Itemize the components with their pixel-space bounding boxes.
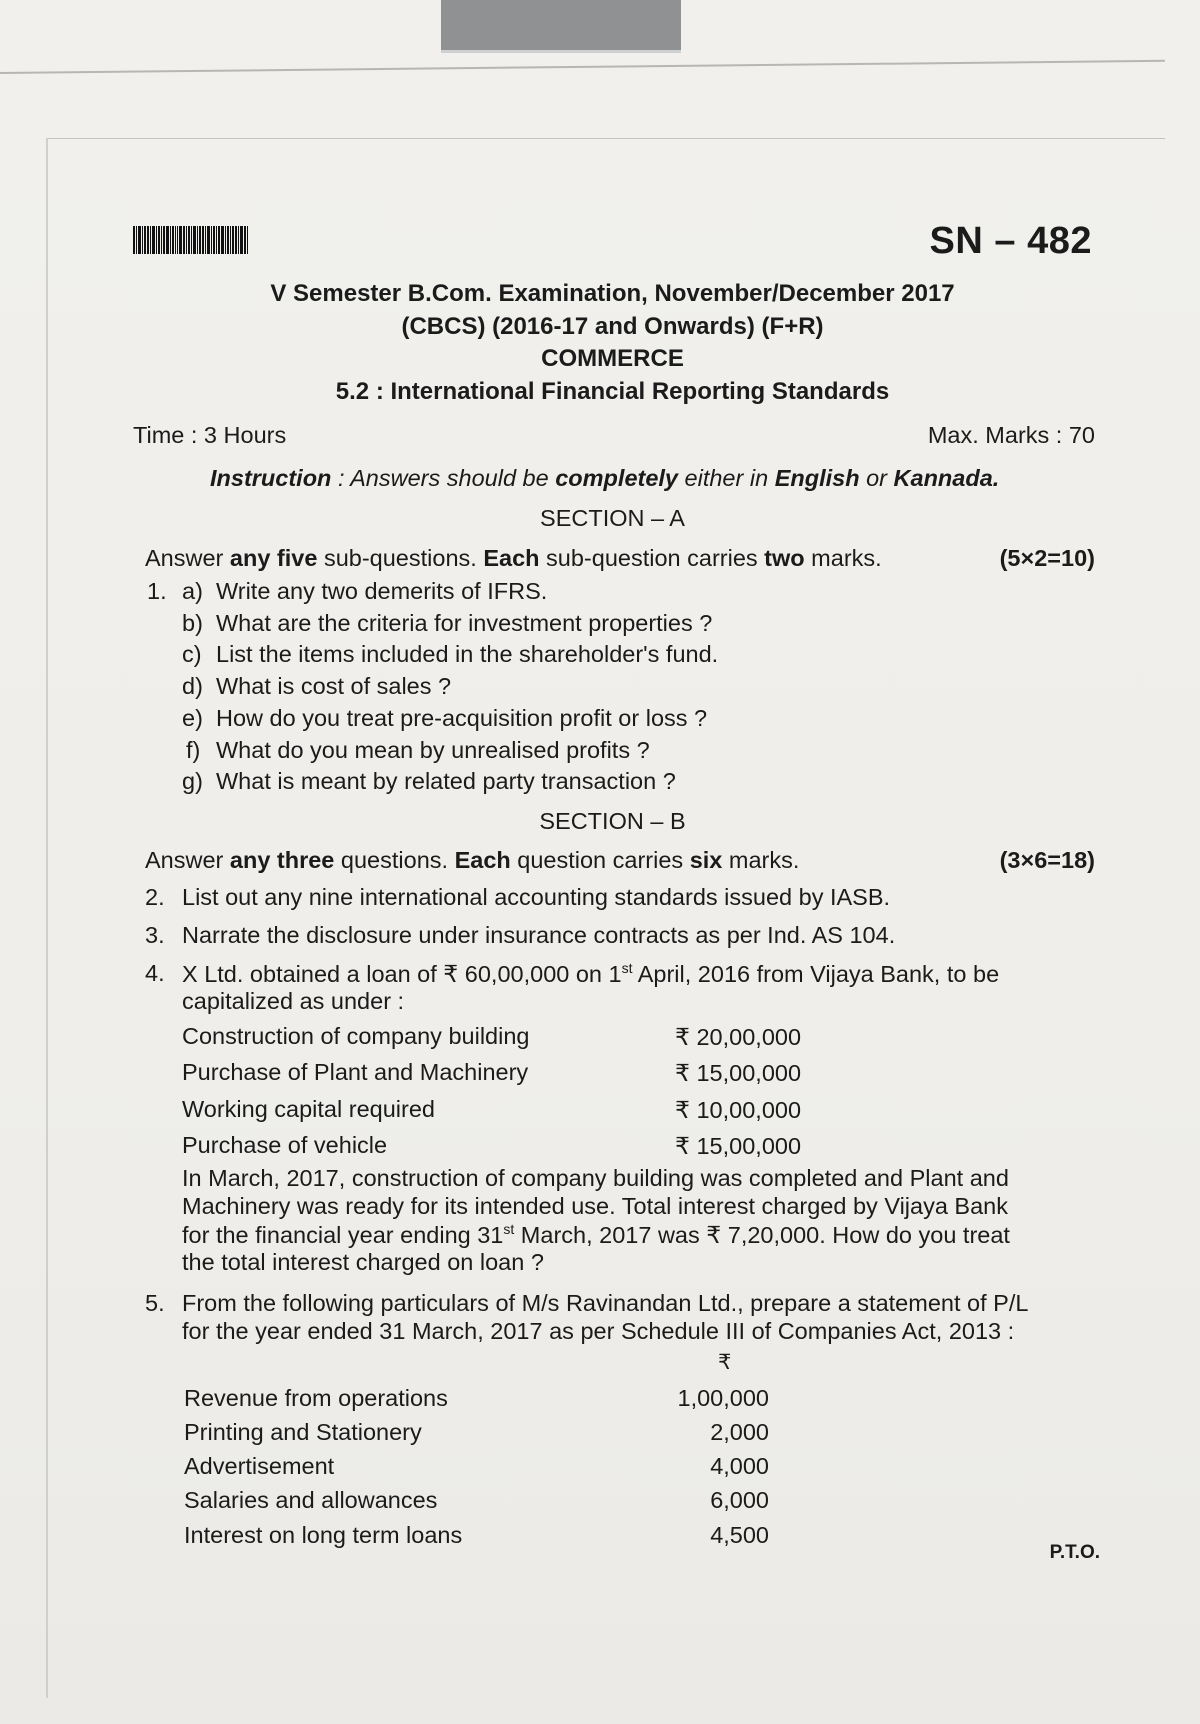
barcode (133, 226, 283, 254)
question-5-line-2: for the year ended 31 March, 2017 as per Schedule III of Companies Act, 2013 : (182, 1318, 1015, 1344)
question-2-number: 2. (145, 884, 165, 910)
q4-para-line-1: In March, 2017, construction of company building was completed and Plant and (182, 1165, 1009, 1191)
tape-strip (441, 0, 681, 53)
q5-row-2-item: Printing and Stationery (184, 1419, 422, 1445)
q4-l1-b: April, 2016 from Vijaya Bank, to be (632, 961, 1000, 987)
q1-a-label: a) (182, 578, 203, 604)
fold-line (0, 60, 1165, 74)
sb-instr-5: question carries (510, 847, 690, 873)
q4-p3-a: for the financial year ending 31 (182, 1222, 504, 1248)
instruction-or: or (859, 465, 894, 491)
instruction-emphasis: completely (555, 465, 679, 491)
question-5-number: 5. (145, 1290, 165, 1316)
instruction-text-2: either in (678, 465, 775, 491)
sa-instr-4: Each (483, 545, 540, 571)
question-1-number: 1. (147, 578, 167, 604)
q4-p3-b: March, 2017 was ₹ 7,20,000. How do you treat (514, 1222, 1010, 1248)
q1-d-text: What is cost of sales ? (216, 673, 452, 699)
sa-instr-2: any five (229, 545, 318, 571)
time-label: Time : 3 Hours (133, 422, 287, 448)
q4-para-line-3 (182, 1221, 1010, 1249)
section-b-instruction (145, 847, 799, 874)
sb-instr-7: marks. (722, 847, 800, 873)
sb-instr-2: any three (229, 847, 335, 873)
section-b-title: SECTION – B (539, 808, 686, 834)
q4-row-2-amount: ₹ 15,00,000 (675, 1060, 802, 1086)
q5-row-2-amount: 2,000 (710, 1419, 769, 1445)
q4-p3-sup: st (503, 1221, 515, 1238)
q1-g-label: g) (182, 768, 203, 794)
question-4-line-2: capitalized as under : (182, 988, 405, 1014)
sb-instr-1: Answer (145, 847, 230, 873)
sa-instr-5: sub-question carries (539, 545, 765, 571)
q1-d-label: d) (182, 673, 203, 699)
paper-title: 5.2 : International Financial Reporting Standards (335, 378, 890, 405)
q1-g-text: What is meant by related party transaction ? (216, 768, 676, 794)
q4-row-3-item: Working capital required (182, 1096, 435, 1122)
sa-instr-1: Answer (145, 545, 230, 571)
instruction-language-1: English (774, 465, 860, 491)
q4-row-1-amount: ₹ 20,00,000 (675, 1024, 802, 1050)
q1-b-label: b) (182, 610, 203, 636)
section-a-title: SECTION – A (540, 505, 685, 531)
max-marks-label: Max. Marks : 70 (927, 422, 1095, 448)
q1-a-text: Write any two demerits of IFRS. (216, 578, 548, 604)
sa-instr-7: marks. (804, 545, 882, 571)
q1-c-text: List the items included in the shareholder's fund. (216, 641, 719, 667)
sb-instr-3: questions. (334, 847, 455, 873)
subject-title: COMMERCE (541, 345, 684, 372)
q4-row-4-item: Purchase of vehicle (182, 1132, 388, 1158)
exam-title: V Semester B.Com. Examination, November/December 2017 (270, 280, 955, 307)
q4-para-line-4: the total interest charged on loan ? (182, 1249, 544, 1275)
question-3-text: Narrate the disclosure under insurance contracts as per Ind. AS 104. (182, 922, 896, 948)
q4-row-1-item: Construction of company building (182, 1023, 530, 1049)
sb-instr-4: Each (454, 847, 511, 873)
pto-label: P.T.O. (1049, 1542, 1100, 1563)
q1-c-label: c) (182, 641, 202, 667)
q5-row-5-amount: 4,500 (710, 1522, 769, 1548)
q1-e-text: How do you treat pre-acquisition profit or loss ? (216, 705, 708, 731)
instruction-text: : Answers should be (331, 465, 556, 491)
q5-row-5-item: Interest on long term loans (184, 1522, 463, 1548)
q1-f-text: What do you mean by unrealised profits ? (216, 737, 650, 763)
instruction-label: Instruction (210, 465, 332, 491)
page-edge-line (48, 138, 1165, 139)
question-5-line-1: From the following particulars of M/s Ravinandan Ltd., prepare a statement of P/L (182, 1290, 1029, 1316)
paper-code: SN – 482 (929, 220, 1092, 262)
q4-para-line-2: Machinery was ready for its intended use. Total interest charged by Vijaya Bank (182, 1193, 1008, 1219)
q4-l1-a: X Ltd. obtained a loan of ₹ 60,00,000 on 1 (182, 961, 622, 987)
q5-row-3-amount: 4,000 (710, 1453, 769, 1479)
section-a-marks: (5×2=10) (999, 545, 1095, 571)
exam-scheme: (CBCS) (2016-17 and Onwards) (F+R) (401, 313, 824, 340)
section-b-marks: (3×6=18) (999, 847, 1095, 873)
q5-row-1-item: Revenue from operations (184, 1385, 448, 1411)
q5-row-3-item: Advertisement (184, 1453, 335, 1479)
q5-row-4-item: Salaries and allowances (184, 1487, 438, 1513)
instruction-line (210, 465, 999, 492)
q1-e-label: e) (182, 705, 203, 731)
q4-row-2-item: Purchase of Plant and Machinery (182, 1059, 529, 1085)
instruction-language-2: Kannada. (893, 465, 1000, 491)
question-2-text: List out any nine international accounting standards issued by IASB. (182, 884, 891, 910)
sa-instr-3: sub-questions. (317, 545, 484, 571)
q1-f-label: f) (186, 737, 201, 763)
question-3-number: 3. (145, 922, 165, 948)
section-a-instruction (145, 545, 882, 572)
q1-b-text: What are the criteria for investment properties ? (216, 610, 713, 636)
q4-row-3-amount: ₹ 10,00,000 (675, 1097, 802, 1123)
q4-row-4-amount: ₹ 15,00,000 (675, 1133, 802, 1159)
q4-l1-sup: st (621, 960, 633, 977)
q5-row-4-amount: 6,000 (710, 1487, 769, 1513)
question-4-line-1 (182, 960, 999, 988)
question-4-number: 4. (145, 960, 165, 986)
sa-instr-6: two (764, 545, 805, 571)
q5-row-1-amount: 1,00,000 (677, 1385, 769, 1411)
q5-currency-header: ₹ (718, 1350, 732, 1374)
sb-instr-6: six (689, 847, 723, 873)
